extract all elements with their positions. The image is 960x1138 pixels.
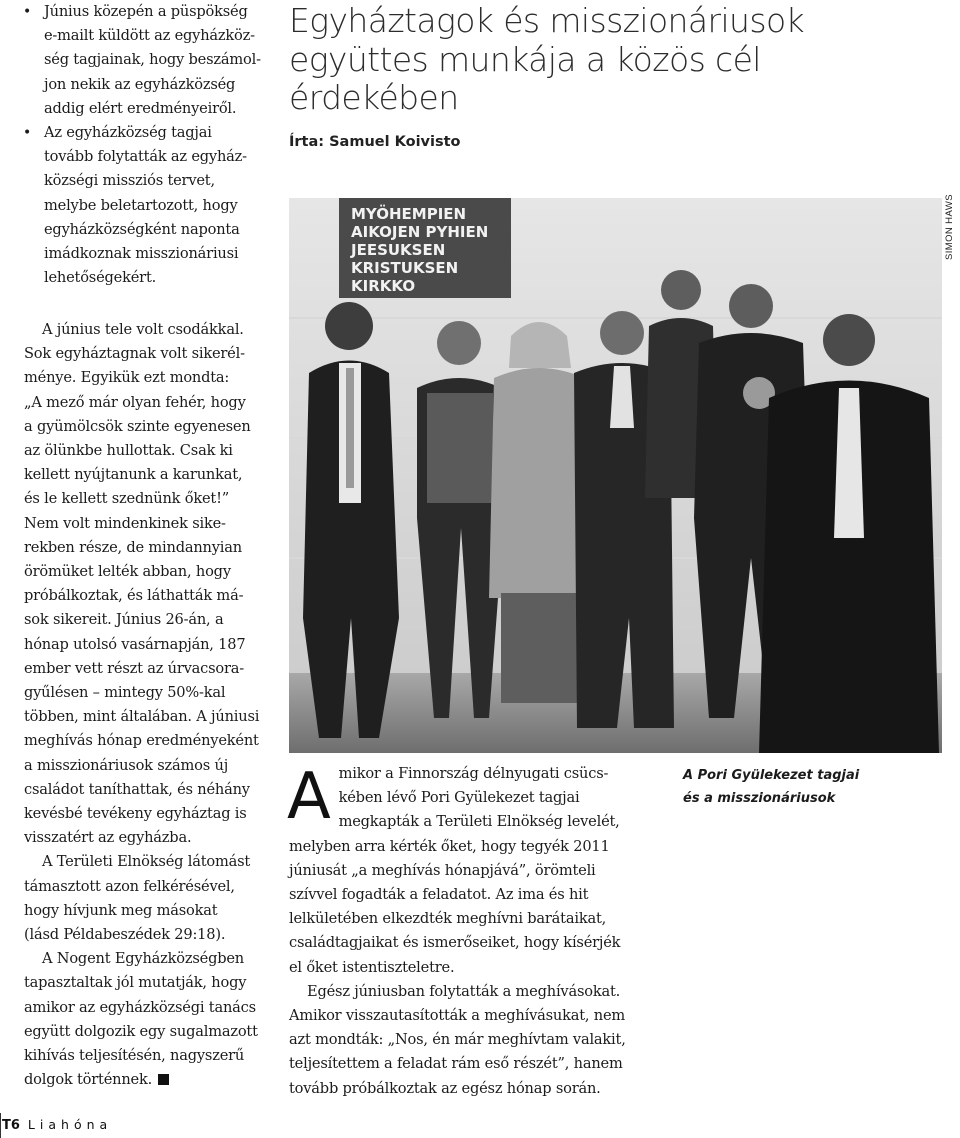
text-line: családot taníthattak, és néhány [24, 780, 250, 798]
text-line: kében lévő Pori Gyülekezet tagjai [338, 789, 580, 807]
article-paragraph-1 [289, 762, 639, 980]
text-line: teljesítettem a feladat rám eső részét”, hanem [289, 1055, 623, 1073]
text-line: visszatért az egyházba. [24, 829, 192, 847]
footer-rule [0, 1113, 1, 1138]
svg-text:AIKOJEN PYHIEN: AIKOJEN PYHIEN [351, 223, 489, 241]
end-of-article-mark [158, 1074, 169, 1085]
text-line: kihívás teljesítésén, nagyszerű [24, 1047, 245, 1065]
page-footer [2, 1117, 112, 1133]
text-line: Nem volt mindenkinek sike- [24, 514, 226, 532]
text-line: családtagjaikat és ismerőseiket, hogy kísérjék [289, 934, 621, 952]
left-column-text [24, 318, 280, 1093]
article-body [289, 762, 639, 1101]
text-line: jon nekik az egyházközség [44, 75, 236, 93]
left-paragraph-1 [24, 318, 280, 850]
text-line: a gyümölcsök szinte egyenesen [24, 417, 251, 435]
svg-text:KIRKKO: KIRKKO [351, 277, 416, 295]
text-line: imádkoznak misszionáriusi [44, 245, 239, 263]
bullet-list [20, 0, 280, 290]
text-line: (lásd Példabeszédek 29:18). [24, 926, 226, 944]
photo-caption [683, 764, 883, 810]
text-line: hónap utolsó vasárnapján, 187 [24, 635, 246, 653]
text-line: lehetőségekért. [44, 269, 157, 287]
text-line: addig elért eredményeiről. [44, 99, 237, 117]
left-paragraph-2 [24, 850, 280, 947]
text-line: a misszionáriusok számos új [24, 756, 229, 774]
magazine-name: Liahóna [27, 1117, 113, 1132]
group-photo [289, 198, 942, 753]
article-author: Írta: Samuel Koivisto [289, 134, 461, 150]
text-line: örömüket lelték abban, hogy [24, 563, 231, 581]
text-line: azt mondták: „Nos, én már meghívtam valakit, [289, 1031, 626, 1049]
svg-text:MYÖHEMPIEN: MYÖHEMPIEN [351, 205, 467, 223]
text-line: melyben arra kérték őket, hogy tegyék 2011 [289, 837, 610, 855]
svg-text:KRISTUKSEN: KRISTUKSEN [351, 259, 459, 277]
text-line: sok sikereit. Június 26-án, a [24, 611, 224, 629]
text-line: ménye. Egyikük ezt mondta: [24, 369, 230, 387]
text-line: ség tagjainak, hogy beszámol- [44, 51, 261, 69]
page-number: T6 [2, 1118, 20, 1133]
text-line: Egész júniusban folytatták a meghívásokat. [307, 982, 621, 1000]
text-line: mikor a Finnország délnyugati csücs- [338, 765, 609, 782]
article-paragraph-2 [289, 980, 639, 1101]
text-line: Az egyházközség tagjai [44, 124, 212, 142]
text-line: gyűlésen – mintegy 50%-kal [24, 684, 226, 702]
text-line: júniusát „a meghívás hónapjává”, örömteli [289, 861, 596, 879]
text-line: kevésbé tevékeny egyháztag is [24, 805, 247, 823]
text-line: kellett nyújtanunk a karunkat, [24, 466, 243, 484]
text-line: Június közepén a püspökség [44, 3, 248, 20]
bullet-item-1 [20, 0, 280, 121]
text-line: A június tele volt csodákkal. [42, 321, 244, 338]
group-photo-illustration [289, 198, 942, 753]
photo-credit: SIMON HAWS [944, 194, 955, 260]
text-line: tovább folytatták az egyház- [44, 148, 247, 166]
text-line: az ölünkbe hullottak. Csak ki [24, 442, 233, 460]
svg-text:JEESUKSEN: JEESUKSEN [351, 241, 446, 259]
text-line: tovább próbálkoztak az egész hónap során. [289, 1079, 601, 1097]
text-line: A Területi Elnökség látomást [42, 853, 251, 871]
text-line: megkapták a Területi Elnökség levelét, [338, 813, 620, 831]
text-line: A Pori Gyülekezet tagjai [683, 768, 860, 783]
text-line: községi missziós tervet, [44, 172, 215, 190]
text-line: Sok egyháztagnak volt sikerél- [24, 345, 245, 363]
text-line: A Nogent Egyházközségben [42, 950, 245, 968]
text-line: hogy hívjunk meg másokat [24, 901, 218, 919]
text-line: amikor az egyházközségi tanács [24, 998, 256, 1016]
text-line: tapasztaltak jól mutatják, hogy [24, 974, 247, 992]
article-title: Egyháztagok és misszionáriusok együttes munkája a közös cél érdekében [289, 1, 805, 117]
text-line: többen, mint általában. A júniusi [24, 708, 260, 726]
drop-cap: A [287, 760, 331, 834]
text-line: el őket istentiszteletre. [289, 958, 455, 976]
text-line: ember vett részt az úrvacsora- [24, 659, 245, 677]
text-line: rekben része, de mindannyian [24, 538, 242, 556]
text-line: szívvel fogadták a feladatot. Az ima és hit [289, 886, 589, 904]
text-line: egyházközségként naponta [44, 220, 240, 238]
bullet-icon: • [23, 125, 32, 142]
text-line: lelkületében elkezdték meghívni barátaikat, [289, 910, 607, 928]
text-line: dolgok történnek. [24, 1071, 153, 1089]
text-line: „A mező már olyan fehér, hogy [24, 393, 246, 411]
text-line: próbálkoztak, és láthatták má- [24, 587, 244, 605]
text-line: melybe beletartozott, hogy [44, 196, 238, 214]
text-line: meghívás hónap eredményeként [24, 732, 259, 750]
text-line: támasztott azon felkérésével, [24, 877, 235, 895]
bullet-item-2 [20, 121, 280, 290]
text-line: Amikor visszautasították a meghívásukat, nem [289, 1007, 626, 1025]
bullet-icon: • [23, 4, 32, 20]
left-paragraph-3 [24, 947, 280, 1092]
text-line: és a misszionáriusok [683, 791, 836, 806]
text-line: és le kellett szednünk őket!” [24, 490, 230, 508]
text-line: együtt dolgozik egy sugalmazott [24, 1022, 258, 1040]
text-line: e-mailt küldött az egyházköz- [44, 27, 255, 45]
